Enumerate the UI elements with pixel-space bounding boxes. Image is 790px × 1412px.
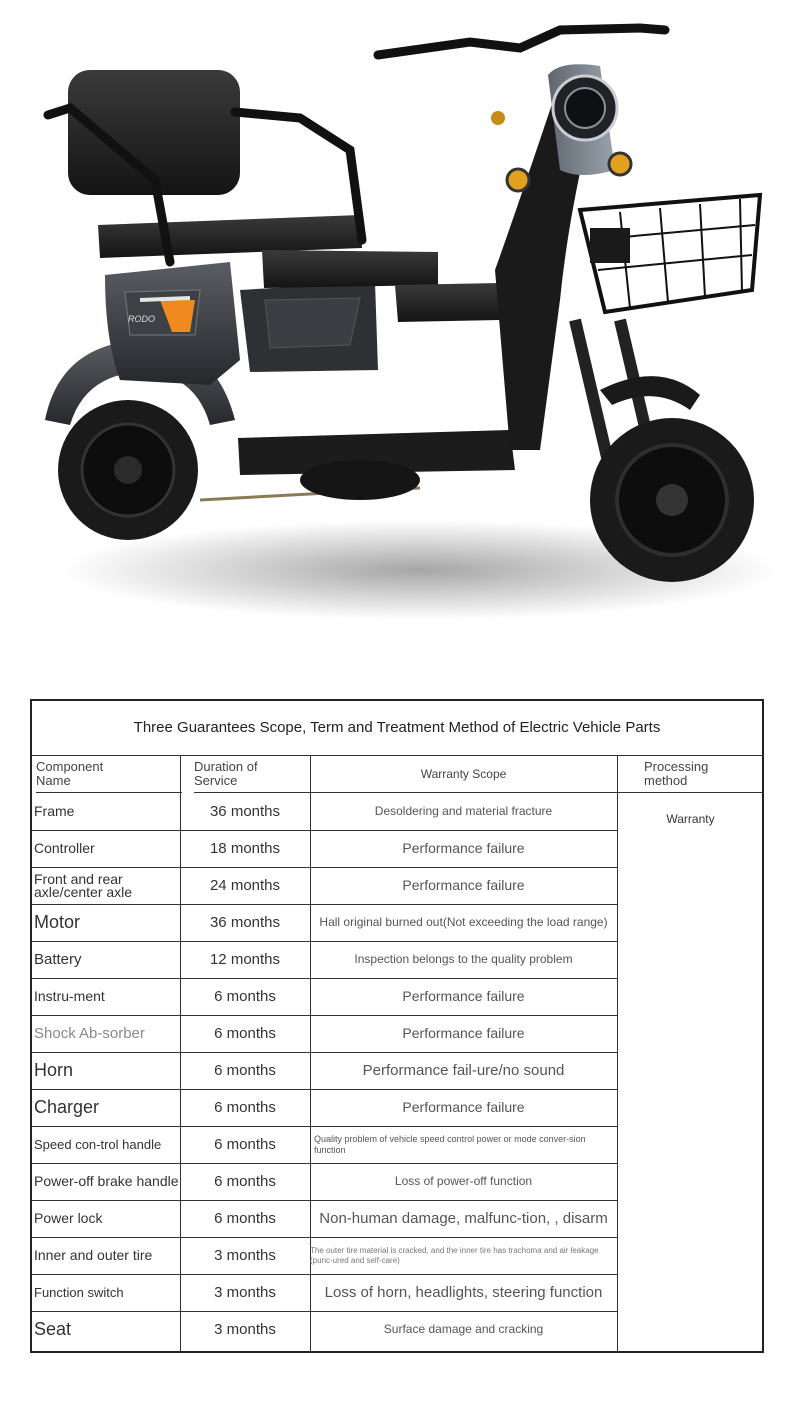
grid-line bbox=[32, 1126, 617, 1127]
grid-line bbox=[32, 1163, 617, 1164]
table-row: Shock Ab-sorber 6 months Performance failure bbox=[34, 1025, 525, 1042]
brand-badge: RODO bbox=[128, 314, 155, 324]
grid-line bbox=[32, 1311, 617, 1312]
header-component-name: Component Name bbox=[36, 755, 182, 793]
table-title: Three Guarantees Scope, Term and Treatment Method of Electric Vehicle Parts bbox=[32, 701, 762, 756]
grid-line bbox=[32, 1237, 617, 1238]
grid-line bbox=[32, 867, 617, 868]
table-row: Horn 6 months Performance fail-ure/no sound bbox=[34, 1060, 565, 1080]
grid-line bbox=[617, 755, 618, 1351]
headlight bbox=[553, 76, 617, 140]
header-duration: Duration of Service bbox=[194, 755, 310, 793]
table-row: Battery 12 months Inspection belongs to the quality problem bbox=[34, 951, 573, 968]
rear-wheel bbox=[58, 400, 198, 540]
header-processing-method: Processing method bbox=[617, 755, 762, 793]
grid-line bbox=[32, 978, 617, 979]
product-photo bbox=[0, 0, 790, 660]
table-row: Function switch 3 months Loss of horn, headlights, steering function bbox=[34, 1284, 603, 1301]
table-row: Power lock 6 months Non-human damage, malfunc-tion, , disarm bbox=[34, 1210, 608, 1227]
front-wheel bbox=[590, 418, 754, 582]
grid-line bbox=[32, 1200, 617, 1201]
table-row: Inner and outer tire 3 months The outer tire material is cracked, and the inner tire has trachoma and air leakage (punc-ured and self-care) bbox=[34, 1245, 599, 1265]
grid-line bbox=[32, 1052, 617, 1053]
table-row: Speed con-trol handle 6 months Quality problem of vehicle speed control power or mode conver-sion function bbox=[34, 1133, 586, 1155]
grid-line bbox=[32, 830, 617, 831]
electric-tricycle-illustration bbox=[0, 0, 790, 660]
table-row: Front and rear axle/center axle 24 months Performance failure bbox=[34, 870, 525, 900]
grid-line bbox=[32, 1089, 617, 1090]
table-row: Instru-ment 6 months Performance failure bbox=[34, 988, 525, 1005]
processing-method-value: Warranty bbox=[666, 812, 715, 826]
table-row: Frame 36 months Desoldering and material fracture bbox=[34, 803, 553, 820]
table-row: Motor 36 months Hall original burned out(Not exceeding the load range) bbox=[34, 912, 608, 932]
table-row: Power-off brake handle 6 months Loss of power-off function bbox=[34, 1173, 533, 1190]
grid-line bbox=[32, 1274, 617, 1275]
header-warranty-scope: Warranty Scope bbox=[310, 755, 617, 793]
grid-line bbox=[32, 904, 617, 905]
front-basket bbox=[580, 195, 760, 312]
table-row: Controller 18 months Performance failure bbox=[34, 840, 525, 857]
grid-line bbox=[32, 1015, 617, 1016]
warranty-table bbox=[30, 699, 764, 1353]
table-row: Seat 3 months Surface damage and cracking bbox=[34, 1319, 544, 1339]
grid-line bbox=[32, 941, 617, 942]
table-row: Charger 6 months Performance failure bbox=[34, 1097, 525, 1117]
